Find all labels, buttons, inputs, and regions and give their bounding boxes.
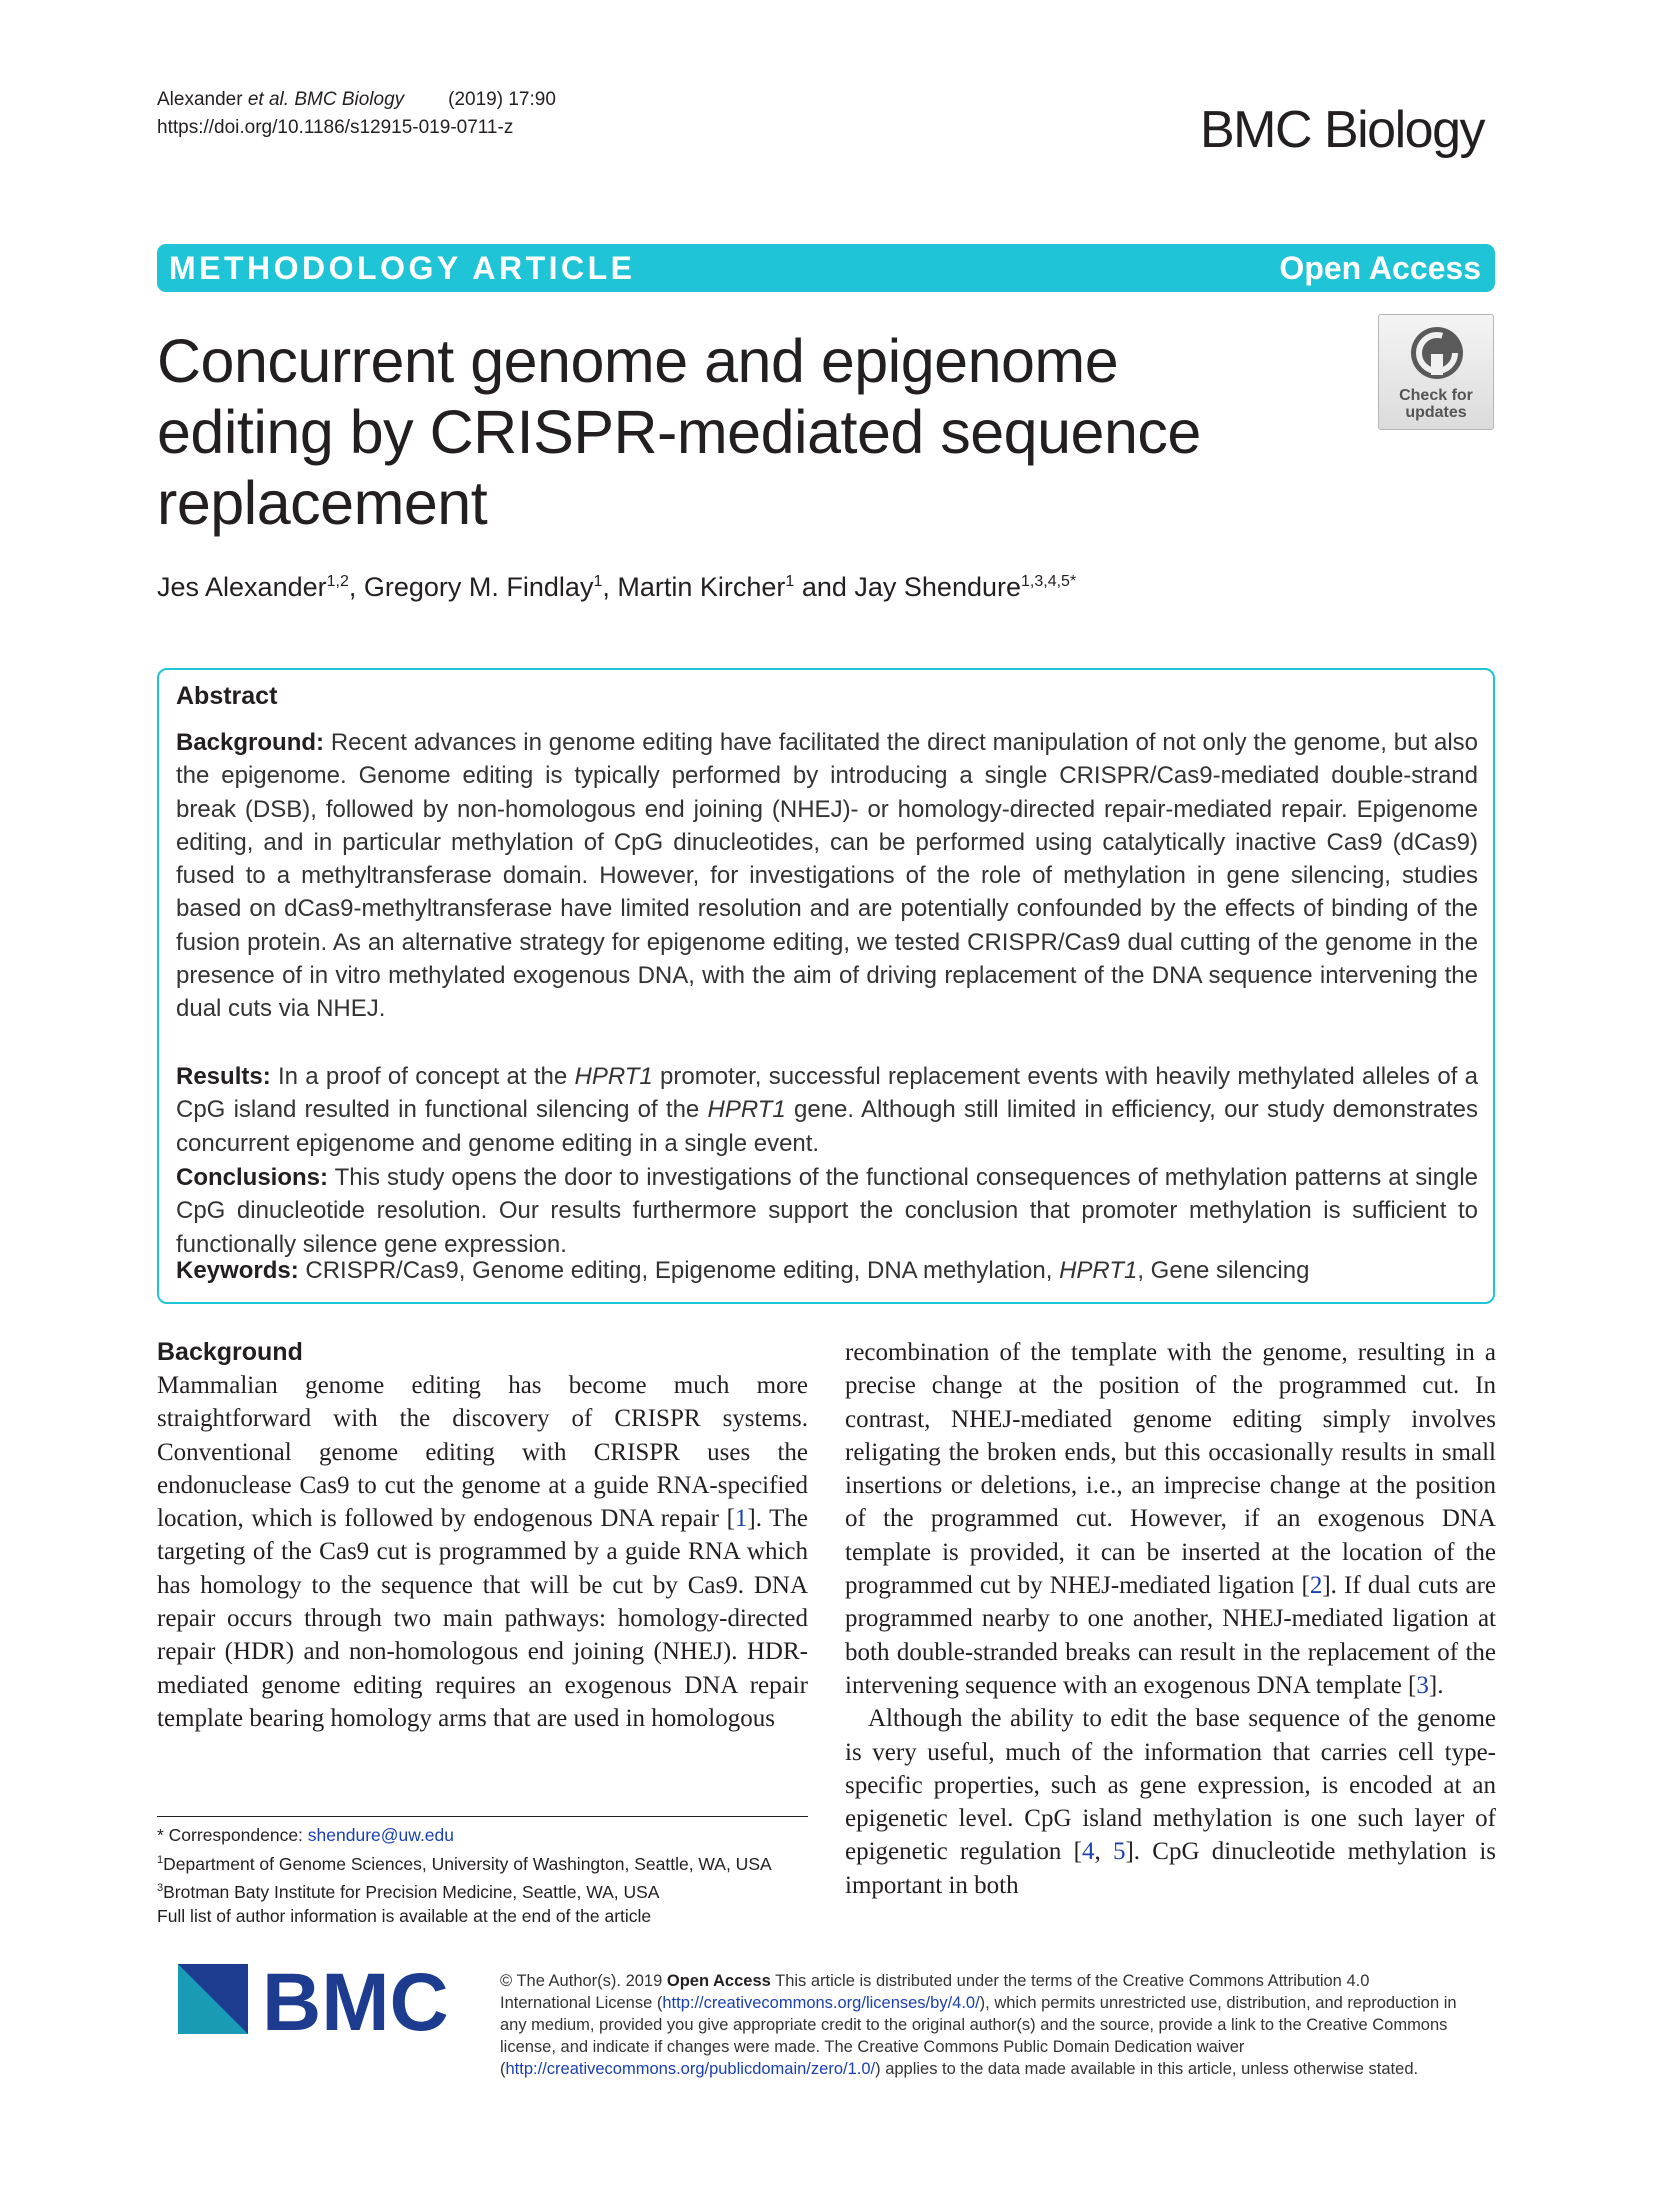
- author-name[interactable]: Martin Kircher: [617, 572, 786, 602]
- citation-ref[interactable]: 3: [1416, 1671, 1429, 1699]
- license-link[interactable]: http://creativecommons.org/licenses/by/4.0/: [662, 1994, 980, 2012]
- check-updates-icon: [1379, 319, 1495, 389]
- license-text: © The Author(s). 2019 Open Access This article is distributed under the terms of the Creative Commons Attribution 4.0 International License (http://creativecommons.org/licenses/by/4.0/), which permits unrestricted use, distribution, and reproduction in any medium, provided you give appropriate credit to the original author(s) and the source, provide a link to the Creative Commons license, and indicate if changes were made. The Creative Commons Public Domain Dedication waiver (http://creativecommons.org/publicdomain/zero/1.0/) applies to the data made available in this article, unless otherwise stated.: [500, 1972, 1457, 2078]
- article-type: METHODOLOGY ARTICLE: [169, 250, 636, 286]
- header-citation: [157, 86, 556, 142]
- citation-ref[interactable]: 4: [1081, 1838, 1095, 1866]
- bmc-logo-icon: [178, 1962, 464, 2038]
- author-name[interactable]: Jes Alexander: [157, 572, 327, 602]
- citation-ref[interactable]: 5: [1112, 1838, 1126, 1866]
- abstract-keywords: Keywords: CRISPR/Cas9, Genome editing, Epigenome editing, DNA methylation, HPRT1, Gene silencing: [176, 1257, 1310, 1284]
- citation-ref[interactable]: 1: [734, 1505, 748, 1533]
- correspondence: * Correspondence: shendure@uw.edu: [157, 1825, 455, 1845]
- author-list: Jes Alexander$^{1,2}$, Gregory M. Findlay$^1$, Martin Kircher$^1$ and Jay Shendure$^{1,3,4,5*}$: [157, 572, 1077, 602]
- citation-ref[interactable]: 2: [1309, 1572, 1323, 1600]
- abstract-results: Results: In a proof of concept at the HPRT1 promoter, successful replacement events with heavily methylated alleles of a CpG island resulted in functional silencing of the HPRT1 gene. Although still limited in efficiency, our study demonstrates concurrent epigenome and genome editing in a single event.: [176, 1063, 1479, 1157]
- article-type-bar: [157, 244, 1495, 292]
- body-paragraph: Mammalian genome editing has become much more straightforward with the discovery of CRISPR systems. Conventional genome editing with CRISPR uses the endonuclease Cas9 to cut the genome at a guide RNA-specified location, which is followed by endogenous DNA repair [1]. The targeting of the Cas9 cut is programmed by a guide RNA which has homology to the sequence that will be cut by Cas9. DNA repair occurs through two main pathways: homology-directed repair (HDR) and non-homologous end joining (NHEJ). HDR-mediated genome editing requires an exogenous DNA repair template bearing homology arms that are used in homologous: [157, 1372, 808, 1732]
- section-heading: Background: [157, 1338, 303, 1366]
- doi-link[interactable]: https://doi.org/10.1186/s12915-019-0711-z: [157, 117, 514, 138]
- journal-name: BMC Biology: [1199, 101, 1484, 159]
- body-right-column: [845, 1336, 1496, 1902]
- affiliation: $^3$Brotman Baty Institute for Precision Medicine, Seattle, WA, USA: [157, 1881, 660, 1902]
- correspondence-email[interactable]: shendure@uw.edu: [307, 1825, 455, 1845]
- svg-text:BMC: BMC: [262, 1962, 449, 2038]
- check-for-updates-button[interactable]: Check for updates: [1378, 314, 1494, 430]
- body-paragraph: recombination of the template with the genome, resulting in a precise change at the position of the programmed cut. In contrast, NHEJ-mediated genome editing simply involves religating the broken ends, but this occasionally results in small insertions or deletions, i.e., an imprecise change at the position of the programmed cut. However, if an exogenous DNA template is provided, it can be inserted at the location of the programmed cut by NHEJ-mediated ligation [2]. If dual cuts are programmed nearby to one another, NHEJ-mediated ligation at both double-stranded breaks can result in the replacement of the intervening sequence with an exogenous DNA template [3].: [845, 1339, 1497, 1699]
- abstract-background: Background: Recent advances in genome editing have facilitated the direct manipulation of not only the genome, but also the epigenome. Genome editing is typically performed by introducing a single CRISPR/Cas9-mediated double-strand break (DSB), followed by non-homologous end joining (NHEJ)- or homology-directed repair-mediated repair. Epigenome editing, and in particular methylation of CpG dinucleotides, can be performed using catalytically inactive Cas9 (dCas9) fused to a methyltransferase domain. However, for investigations of the role of methylation in gene silencing, studies based on dCas9-methyltransferase have limited resolution and are potentially confounded by the effects of binding of the fusion protein. As an alternative strategy for epigenome editing, we tested CRISPR/Cas9 dual cutting of the genome in the presence of in vitro methylated exogenous DNA, with the aim of driving replacement of the DNA sequence intervening the dual cuts via NHEJ.: [176, 729, 1478, 1023]
- abstract-heading: Abstract: [176, 682, 278, 710]
- affiliation: $^1$Department of Genome Sciences, University of Washington, Seattle, WA, USA: [157, 1853, 772, 1874]
- abstract-box: [157, 668, 1495, 1304]
- article-title: Concurrent genome and epigenome editing by CRISPR-mediated sequence replacement: [157, 327, 1201, 537]
- citation-line: Alexander et al. BMC Biology (2019) 17:90: [157, 89, 556, 110]
- bmc-logo: [178, 1962, 464, 2038]
- author-name[interactable]: Gregory M. Findlay: [363, 572, 594, 602]
- author-name[interactable]: Jay Shendure: [854, 572, 1022, 602]
- body-left-column: [157, 1336, 808, 1735]
- abstract-conclusions: Conclusions: This study opens the door to investigations of the functional consequences of methylation patterns at single CpG dinucleotide resolution. Our results furthermore support the conclusion that promoter methylation is sufficient to functionally silence gene expression.: [176, 1164, 1478, 1258]
- open-access-label[interactable]: Open Access: [1279, 250, 1481, 286]
- footnotes: [157, 1816, 808, 1929]
- public-domain-link[interactable]: http://creativecommons.org/publicdomain/zero/1.0/: [505, 2060, 876, 2078]
- author-info-note: Full list of author information is available at the end of the article: [157, 1906, 652, 1927]
- body-paragraph: Although the ability to edit the base sequence of the genome is very useful, much of the information that carries cell type-specific properties, such as gene expression, is encoded at an epigenetic level. CpG island methylation is one such layer of epigenetic regulation [4, 5]. CpG dinucleotide methylation is important in both: [845, 1705, 1496, 1899]
